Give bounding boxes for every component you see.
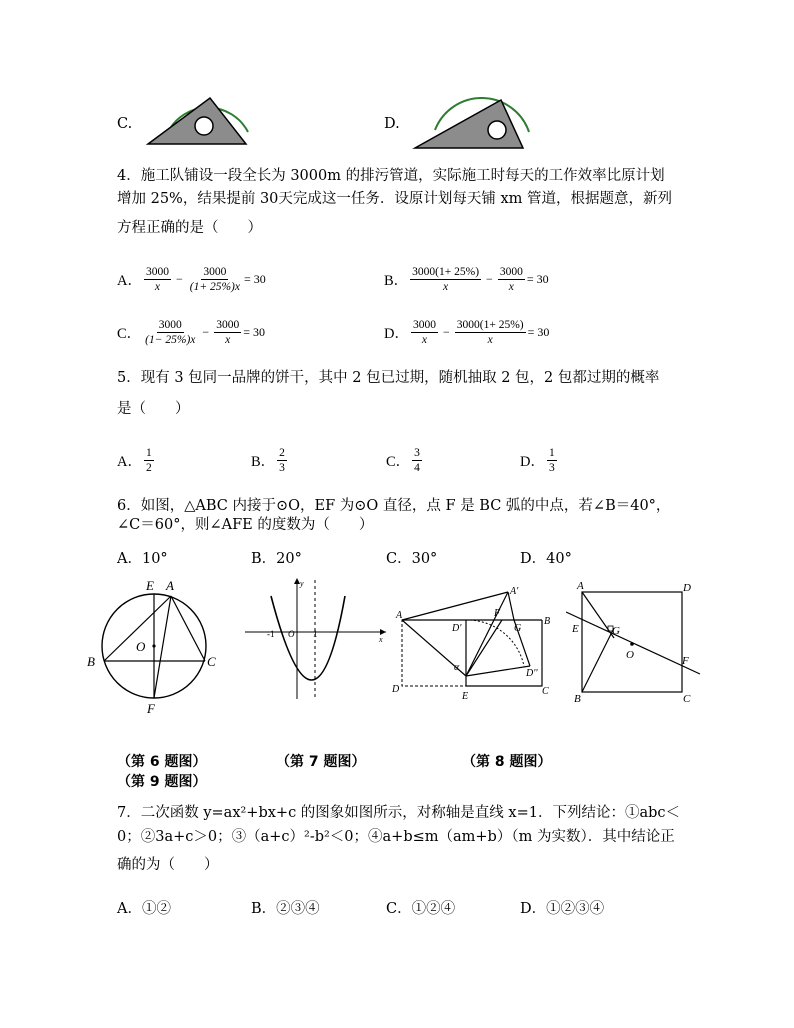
figure-9 <box>566 578 706 708</box>
label-o: O <box>626 649 634 661</box>
q5-option-d: D． $\frac{1}{3}$ <box>520 447 555 474</box>
label-d-double-prime: D'' <box>526 668 538 679</box>
segment-af <box>154 596 171 698</box>
q4-option-d: D． $\frac{3000}{x}$ − $\frac{3000(1+ 25\%)}{x}$ = 30 <box>384 319 550 346</box>
q7-option-b: B．②③④ <box>251 901 320 917</box>
label-c: C <box>207 654 216 669</box>
q3-option-d-figure <box>405 92 535 152</box>
caption-figure-7: （第 7 题图） <box>276 754 366 770</box>
label-a: A <box>166 578 174 593</box>
label-y: y <box>300 579 304 588</box>
label-x: x <box>379 635 383 644</box>
q3-option-d-label: D. <box>384 116 400 132</box>
q7-text-line2: 0；②3a+c＞0；③（a+c）²-b²＜0；④a+b≤m（am+b）（m 为实数）．其中结论正 <box>117 829 675 845</box>
set-square-triangle <box>415 100 523 148</box>
label-b: B <box>87 654 95 669</box>
q6-text-line1: 6．如图，△ABC 内接于⊙O，EF 为⊙O 直径，点 F 是 BC 弧的中点，若∠B＝40°， <box>117 498 671 514</box>
center-dot <box>630 642 634 646</box>
label-b: B <box>544 616 551 627</box>
set-square-hole <box>488 121 506 139</box>
label-neg1: -1 <box>267 629 275 639</box>
q3-option-c-label: C. <box>117 116 133 132</box>
q4-text-line1: 4．施工队铺设一段全长为 3000m 的排污管道，实际施工时每天的工作效率比原计划 <box>117 168 665 184</box>
q5-text-line2: 是（ ） <box>117 401 190 417</box>
q6-option-a: A．10° <box>117 551 168 567</box>
segment-bg <box>582 628 614 692</box>
q6-option-c: C．30° <box>386 551 438 567</box>
label-e: E <box>572 623 579 635</box>
label-a: A <box>577 580 584 592</box>
label-origin: O <box>288 629 295 639</box>
q4-option-b: B． $\frac{3000(1+ 25\%)}{x}$ − $\frac{3000}{x}$ = 30 <box>384 266 549 293</box>
q7-option-a: A．①② <box>117 901 171 917</box>
q7-text-line1: 7．二次函数 y=ax²+bx+c 的图象如图所示，对称轴是直线 x=1．下列结论：①abc＜ <box>117 805 681 821</box>
center-dot <box>152 644 155 647</box>
label-b: B <box>574 693 581 705</box>
label-e: E <box>462 691 469 702</box>
label-f: F <box>682 655 689 667</box>
q5-text-line1: 5．现有 3 包同一品牌的饼干，其中 2 包已过期，随机抽取 2 包，2 包都过期的概率 <box>117 370 660 386</box>
label-a-prime: A' <box>510 586 519 597</box>
label-alpha: α <box>454 662 460 673</box>
label-g: G <box>612 625 620 637</box>
q7-option-d: D．①②③④ <box>520 901 605 917</box>
q4-option-a: A． $\frac{3000}{x}$ − $\frac{3000}{(1+ 25\%)x}$ = 30 <box>117 266 266 293</box>
label-one: 1 <box>313 629 318 639</box>
figure-8 <box>390 584 570 704</box>
figure-7 <box>240 574 390 704</box>
label-c: C <box>542 686 549 697</box>
q4-text-line2: 增加 25%，结果提前 30天完成这一任务．设原计划每天铺 xm 管道，根据题意，新列 <box>117 191 673 207</box>
parabola <box>271 596 345 680</box>
label-c: C <box>683 693 691 705</box>
label-a: A <box>396 610 403 621</box>
label-e: E <box>146 578 154 593</box>
segment-ea-prime <box>466 592 508 676</box>
label-f: F <box>494 608 501 619</box>
set-square-hole <box>195 117 213 135</box>
caption-figure-8: （第 8 题图） <box>462 754 552 770</box>
caption-figure-6: （第 6 题图） <box>117 754 207 770</box>
caption-figure-9: （第 9 题图） <box>117 774 207 790</box>
label-d: D <box>392 684 400 695</box>
q4-text-line3: 方程正确的是（ ） <box>117 220 262 236</box>
q6-text-line2: ∠C＝60°，则∠AFE 的度数为（ ） <box>117 517 374 533</box>
q6-option-b: B．20° <box>251 551 302 567</box>
q6-option-d: D．40° <box>520 551 572 567</box>
figure-6 <box>84 576 224 716</box>
q7-text-line3: 确的为（ ） <box>117 857 219 873</box>
q5-option-c: C． $\frac{3}{4}$ <box>386 447 420 474</box>
q5-option-a: A． $\frac{1}{2}$ <box>117 447 152 474</box>
label-o: O <box>136 639 146 654</box>
q4-option-c: C． $\frac{3000}{(1- 25\%)x}$ − $\frac{3000}{x}$ = 30 <box>117 319 265 346</box>
q5-option-b: B． $\frac{2}{3}$ <box>251 447 285 474</box>
q7-option-c: C．①②④ <box>386 901 456 917</box>
label-g: G <box>514 623 522 634</box>
q3-option-c-figure <box>138 92 258 152</box>
label-f: F <box>147 701 155 716</box>
label-d-prime: D' <box>452 623 462 634</box>
label-d: D <box>683 582 691 594</box>
